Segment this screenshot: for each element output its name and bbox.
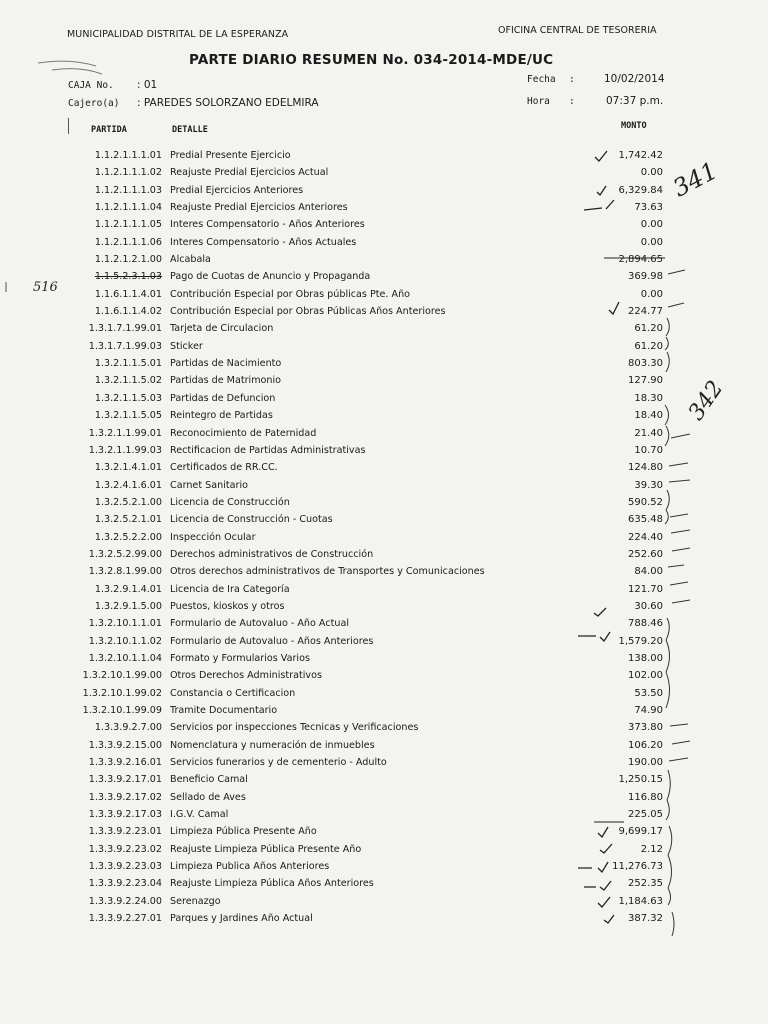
detalle-text: Licencia de Ira Categoría [170, 583, 290, 595]
monto-amount: 252.35 [628, 878, 663, 890]
partida-code: 1.3.2.5.2.1.00 [94, 496, 162, 508]
margin-note-342: 342 [683, 376, 729, 426]
detalle-text: Servicios por inspecciones Tecnicas y Verificaciones [170, 722, 419, 734]
detalle-text: Otros Derechos Administrativos [170, 670, 322, 682]
detalle-text: Formulario de Autovaluo - Años Anteriores [170, 635, 374, 647]
partida-code: 1.1.2.1.1.1.06 [94, 236, 162, 248]
monto-amount: 53.50 [634, 687, 663, 699]
partida-code: 1.3.2.8.1.99.00 [88, 566, 162, 578]
detalle-text: Sellado de Aves [170, 791, 246, 803]
partida-code: 1.1.6.1.1.4.02 [94, 306, 162, 318]
table-row [0, 495, 768, 512]
table-row [0, 426, 768, 443]
monto-amount: 2.12 [640, 843, 663, 855]
detalle-text: Partidas de Matrimonio [170, 375, 282, 387]
partida-code: 1.3.3.9.2.17.01 [88, 774, 162, 786]
detalle-text: Predial Presente Ejercicio [170, 150, 291, 161]
partida-code: 1.3.2.10.1.99.00 [82, 670, 162, 682]
monto-amount: 0.00 [640, 236, 663, 248]
partida-code: 1.3.2.4.1.6.01 [94, 479, 162, 491]
table-row [0, 668, 768, 685]
caja-label: CAJA No. [68, 80, 114, 91]
fecha-label: Fecha [527, 74, 556, 85]
detalle-text: Contribución Especial por Obras públicas Pte. Año [170, 288, 411, 300]
fecha-separator: : [569, 74, 575, 85]
monto-amount: 1,579.20 [618, 635, 663, 647]
detalle-text: Servicios funerarios y de cementerio - Adulto [170, 757, 387, 769]
table-row [0, 651, 768, 668]
detalle-text: Limpieza Pública Presente Año [170, 826, 317, 838]
partida-code: 1.3.1.7.1.99.01 [88, 323, 162, 335]
table-row [0, 790, 768, 807]
table-row [0, 530, 768, 547]
detalle-text: Formato y Formularios Varios [170, 652, 310, 664]
monto-amount: 21.40 [634, 427, 663, 439]
partida-code: 1.3.2.1.1.99.03 [88, 444, 162, 456]
monto-amount: 116.80 [628, 791, 663, 803]
hora-separator: : [569, 96, 575, 107]
partida-code: 1.3.2.9.1.4.01 [94, 583, 162, 595]
partida-code: 1.1.2.1.1.1.03 [94, 184, 162, 196]
partida-code: 1.3.2.5.2.2.00 [94, 531, 162, 543]
detalle-text: Reajuste Predial Ejercicios Anteriores [170, 202, 348, 214]
document-title: PARTE DIARIO RESUMEN No. 034-2014-MDE/UC [189, 52, 554, 68]
detalle-text: Nomenclatura y numeración de inmuebles [170, 739, 375, 751]
monto-amount: 1,184.63 [618, 895, 663, 907]
partida-code: 1.3.2.1.1.5.02 [94, 375, 162, 387]
monto-amount: 124.80 [628, 462, 663, 474]
detalle-text: Derechos administrativos de Construcción [170, 548, 374, 560]
detalle-text: Interes Compensatorio - Años Actuales [170, 236, 357, 248]
monto-amount: 590.52 [628, 496, 663, 508]
partida-code: 1.3.3.9.2.15.00 [88, 739, 162, 751]
table-row [0, 391, 768, 408]
table-row [0, 148, 768, 165]
cajero-value: : PAREDES SOLORZANO EDELMIRA [137, 97, 319, 109]
table-row [0, 443, 768, 460]
monto-amount: 1,742.42 [618, 150, 663, 161]
partida-code: 1.3.2.10.1.1.02 [88, 635, 162, 647]
detalle-text: Pago de Cuotas de Anuncio y Propaganda [170, 271, 371, 283]
monto-amount: 39.30 [634, 479, 663, 491]
partida-code: 1.3.2.10.1.1.04 [88, 652, 162, 664]
partida-code: 1.3.3.9.2.23.03 [88, 861, 162, 873]
detalle-text: Interes Compensatorio - Años Anteriores [170, 219, 365, 231]
monto-amount: 30.60 [634, 600, 663, 612]
monto-amount: 127.90 [628, 375, 663, 387]
table-row [0, 720, 768, 737]
partida-code: 1.3.3.9.2.27.01 [88, 913, 162, 925]
partida-code: 1.1.2.1.1.1.05 [94, 219, 162, 231]
fecha-value: 10/02/2014 [604, 73, 665, 85]
partida-code: 1.3.2.9.1.5.00 [94, 600, 162, 612]
partida-code: 1.3.2.10.1.99.09 [82, 705, 162, 716]
partida-code: 1.3.2.5.2.1.01 [94, 514, 162, 526]
partida-code: 1.3.2.1.1.5.05 [94, 410, 162, 422]
partida-code: 1.3.1.7.1.99.03 [88, 340, 162, 352]
detalle-text: Otros derechos administrativos de Transportes y Comunicaciones [170, 566, 485, 578]
monto-amount: 61.20 [634, 340, 663, 352]
table-row [0, 807, 768, 824]
hora-label: Hora [527, 96, 550, 107]
table-row [0, 408, 768, 425]
partida-code: 1.3.3.9.2.24.00 [88, 895, 162, 907]
partida-code: 1.3.3.9.2.16.01 [88, 757, 162, 769]
detalle-text: Licencia de Construcción - Cuotas [170, 514, 333, 526]
table-row [0, 772, 768, 789]
detalle-text: Reajuste Predial Ejercicios Actual [170, 167, 329, 179]
monto-amount: 369.98 [628, 271, 663, 283]
detalle-text: Reajuste Limpieza Pública Presente Año [170, 843, 362, 855]
table-row [0, 235, 768, 252]
table-row [0, 547, 768, 564]
partida-code: 1.1.6.1.1.4.01 [94, 288, 162, 300]
detalle-text: Puestos, kioskos y otros [170, 600, 285, 612]
detalle-text: Contribución Especial por Obras Públicas Años Anteriores [170, 306, 446, 318]
monto-amount: 6,329.84 [618, 184, 663, 196]
monto-amount: 373.80 [628, 722, 663, 734]
partida-code: 1.3.3.9.2.23.02 [88, 843, 162, 855]
table-row [0, 478, 768, 495]
table-row [0, 512, 768, 529]
monto-amount: 225.05 [628, 809, 663, 821]
partida-code: 1.1.5.2.3.1.03 [94, 271, 162, 283]
monto-amount: 11,276.73 [612, 861, 663, 873]
detalle-text: Parques y Jardines Año Actual [170, 913, 313, 925]
header-divider [68, 118, 69, 134]
detalle-text: Constancia o Certificacion [170, 687, 296, 699]
monto-amount: 635.48 [628, 514, 663, 526]
monto-amount: 224.40 [628, 531, 663, 543]
column-header-monto: MONTO [621, 121, 647, 131]
table-row [0, 165, 768, 182]
cajero-label: Cajero(a) [68, 98, 120, 109]
monto-amount: 788.46 [628, 618, 663, 630]
partida-code: 1.3.3.9.2.23.04 [88, 878, 162, 890]
table-row [0, 339, 768, 356]
detalle-text: Formulario de Autovaluo - Año Actual [170, 618, 349, 630]
table-row [0, 824, 768, 841]
monto-amount: 387.32 [628, 913, 663, 925]
monto-amount: 84.00 [634, 566, 663, 578]
table-row [0, 200, 768, 217]
table-row [0, 321, 768, 338]
monto-amount: 121.70 [628, 583, 663, 595]
partida-code: 1.3.2.1.1.5.03 [94, 392, 162, 404]
partida-code: 1.3.3.9.2.17.03 [88, 809, 162, 821]
office-name: OFICINA CENTRAL DE TESORERIA [498, 25, 657, 36]
table-row [0, 269, 768, 286]
partida-code: 1.3.3.9.2.7.00 [94, 722, 162, 734]
monto-amount: 190.00 [628, 757, 663, 769]
monto-amount: 0.00 [640, 288, 663, 300]
partida-code: 1.3.2.1.1.5.01 [94, 358, 162, 370]
detalle-text: Rectificacion de Partidas Administrativas [170, 444, 366, 456]
detalle-text: Tarjeta de Circulacion [170, 323, 274, 335]
table-row [0, 911, 768, 928]
detalle-text: Tramite Documentario [170, 705, 278, 716]
partida-code: 1.3.2.5.2.99.00 [88, 548, 162, 560]
monto-amount: 106.20 [628, 739, 663, 751]
partida-code: 1.1.2.1.1.1.01 [94, 150, 162, 161]
table-row [0, 599, 768, 616]
table-row [0, 183, 768, 200]
partida-code: 1.3.2.1.4.1.01 [94, 462, 162, 474]
monto-amount: 0.00 [640, 167, 663, 179]
municipality-name: MUNICIPALIDAD DISTRITAL DE LA ESPERANZA [67, 29, 289, 40]
table-row [0, 686, 768, 703]
table-row [0, 616, 768, 633]
detalle-text: Licencia de Construcción [170, 496, 290, 508]
table-row [0, 287, 768, 304]
detalle-text: Carnet Sanitario [170, 479, 248, 491]
detalle-text: Sticker [170, 340, 203, 352]
detalle-text: Predial Ejercicios Anteriores [170, 184, 304, 196]
table-row [0, 582, 768, 599]
partida-code: 1.1.2.1.2.1.00 [94, 254, 162, 266]
table-row [0, 304, 768, 321]
detalle-text: I.G.V. Camal [170, 809, 229, 821]
table-row [0, 859, 768, 876]
column-header-detalle: DETALLE [172, 125, 208, 135]
table-row [0, 634, 768, 651]
table-row [0, 703, 768, 720]
table-row [0, 738, 768, 755]
ledger-table [0, 148, 768, 928]
table-row [0, 373, 768, 390]
monto-amount: 224.77 [628, 306, 663, 318]
partida-code: 1.3.3.9.2.23.01 [88, 826, 162, 838]
partida-code: 1.3.2.1.1.99.01 [88, 427, 162, 439]
detalle-text: Reconocimiento de Paternidad [170, 427, 317, 439]
monto-amount: 2,894.65 [618, 254, 663, 266]
monto-amount: 252.60 [628, 548, 663, 560]
margin-scribble-mark [38, 61, 102, 74]
table-row [0, 842, 768, 859]
partida-code: 1.3.3.9.2.17.02 [88, 791, 162, 803]
monto-amount: 74.90 [634, 705, 663, 716]
partida-code: 1.1.2.1.1.1.04 [94, 202, 162, 214]
margin-note-516: 516 [33, 280, 58, 295]
monto-amount: 10.70 [634, 444, 663, 456]
detalle-text: Alcabala [170, 254, 211, 266]
table-row [0, 564, 768, 581]
partida-code: 1.3.2.10.1.1.01 [88, 618, 162, 630]
column-header-partida: PARTIDA [91, 125, 127, 135]
monto-amount: 803.30 [628, 358, 663, 370]
monto-amount: 61.20 [634, 323, 663, 335]
table-row [0, 894, 768, 911]
monto-amount: 102.00 [628, 670, 663, 682]
detalle-text: Reintegro de Partidas [170, 410, 273, 422]
monto-amount: 9,699.17 [618, 826, 663, 838]
table-row [0, 876, 768, 893]
detalle-text: Partidas de Nacimiento [170, 358, 282, 370]
detalle-text: Inspección Ocular [170, 531, 256, 543]
monto-amount: 0.00 [640, 219, 663, 231]
table-row [0, 217, 768, 234]
detalle-text: Reajuste Limpieza Pública Años Anteriores [170, 878, 374, 890]
monto-amount: 18.40 [634, 410, 663, 422]
hora-value: 07:37 p.m. [606, 95, 664, 107]
monto-amount: 73.63 [634, 202, 663, 214]
monto-amount: 18.30 [634, 392, 663, 404]
monto-amount: 1,250.15 [618, 774, 663, 786]
caja-value: : 01 [137, 79, 158, 91]
table-row [0, 460, 768, 477]
detalle-text: Limpieza Publica Años Anteriores [170, 861, 330, 873]
detalle-text: Serenazgo [170, 895, 221, 907]
monto-amount: 138.00 [628, 652, 663, 664]
detalle-text: Certificados de RR.CC. [170, 462, 278, 474]
partida-code: 1.3.2.10.1.99.02 [82, 687, 162, 699]
detalle-text: Partidas de Defuncion [170, 392, 276, 404]
partida-code: 1.1.2.1.1.1.02 [94, 167, 162, 179]
margin-note-341: 341 [668, 156, 723, 203]
table-row [0, 755, 768, 772]
table-row [0, 252, 768, 269]
detalle-text: Beneficio Camal [170, 774, 248, 786]
table-row [0, 356, 768, 373]
